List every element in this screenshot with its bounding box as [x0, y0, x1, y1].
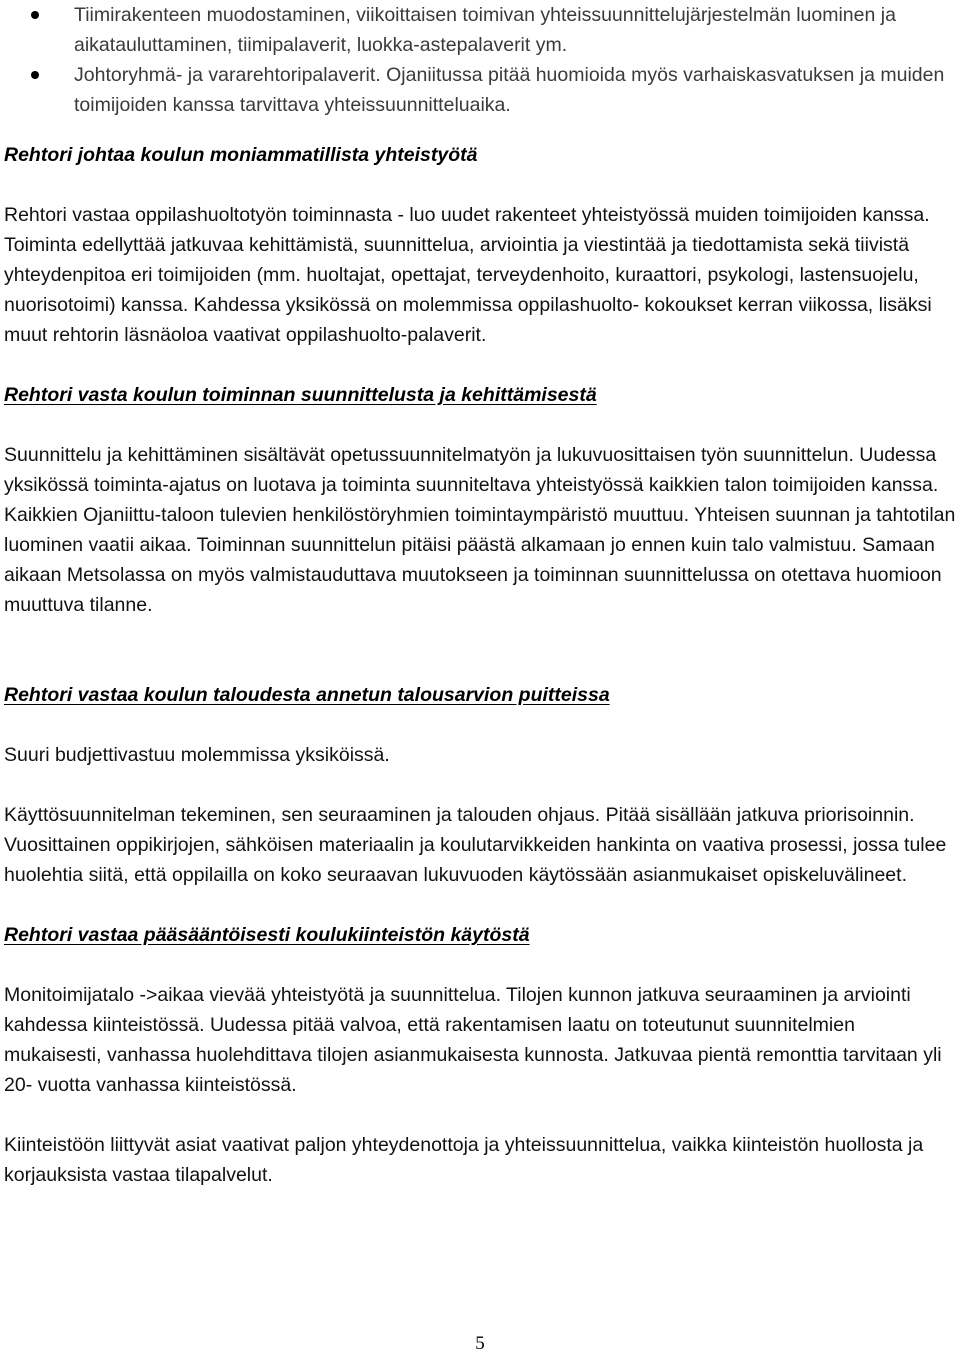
body-paragraph: Rehtori vastaa oppilashuoltotyön toiminnasta - luo uudet rakenteet yhteistyössä muiden toimijoiden kanssa. Toiminta edellyttää jatkuvaa kehittämistä, suunnittelua, arviointia ja viestintää ja tiedottamista sekä tiivistä yhteydenpitoa eri toimijoiden (mm. huoltajat, opettajat, terveydenhoito, kuraattori, psykologi, lastensuojelu, nuorisotoimi) kanssa. Kahdessa yksikössä on molemmissa oppilashuolto- kokoukset kerran viikossa, lisäksi muut rehtorin läsnäoloa vaativat oppilashuolto-palaverit.: [4, 204, 932, 346]
page-number: 5: [475, 1333, 485, 1354]
list-item: [4, 0, 956, 60]
bullet-icon: [31, 71, 39, 79]
bullet-list: [4, 0, 956, 120]
body-paragraph: Monitoimijatalo ->aikaa vievää yhteistyötä ja suunnittelua. Tilojen kunnon jatkuva seuraaminen ja arviointi kahdessa kiinteistössä. Uudessa pitää valvoa, että rakentamisen laatu on toteutunut suunnitelmien mukaisesti, vanhassa huolehdittava tilojen asianmukaisesta kunnosta. Jatkuvaa pientä remonttia tarvitaan yli 20- vuotta vanhassa kiinteistössä.: [4, 984, 942, 1096]
bullet-text: Johtoryhmä- ja vararehtoripalaverit. Ojaniitussa pitää huomioida myös varhaiskasvatuksen ja muiden toimijoiden kanssa tarvittava yhteissuunnitteluaika.: [74, 64, 945, 116]
section-heading: Rehtori vastaa koulun taloudesta annetun talousarvion puitteissa: [4, 684, 610, 706]
bullet-text: Tiimirakenteen muodostaminen, viikoittaisen toimivan yhteissuunnittelujärjestelmän luominen ja aikatauluttaminen, tiimipalaverit, luokka-astepalaverit ym.: [74, 4, 896, 56]
bullet-icon: [31, 11, 39, 19]
section-heading: Rehtori vastaa pääsääntöisesti koulukiinteistön käytöstä: [4, 924, 530, 946]
body-paragraph: Kiinteistöön liittyvät asiat vaativat paljon yhteydenottoja ja yhteissuunnittelua, vaikka kiinteistön huollosta ja korjauksista vastaa tilapalvelut.: [4, 1134, 924, 1186]
body-paragraph: Käyttösuunnitelman tekeminen, sen seuraaminen ja talouden ohjaus. Pitää sisällään jatkuva priorisoinnin. Vuosittainen oppikirjojen, sähköisen materiaalin ja koulutarvikkeiden hankinta on vaativa prosessi, jossa tulee huolehtia siitä, että oppilailla on koko seuraavan lukuvuoden käytössään asianmukaiset opiskeluvälineet.: [4, 804, 947, 886]
section-heading: Rehtori vasta koulun toiminnan suunnittelusta ja kehittämisestä: [4, 384, 597, 406]
body-paragraph: Suunnittelu ja kehittäminen sisältävät opetussuunnitelmatyön ja lukuvuosittaisen työn suunnittelun. Uudessa yksikössä toiminta-ajatus on luotava ja toiminta suunniteltava yhteistyössä kaikkien talon toimijoiden kanssa. Kaikkien Ojaniittu-taloon tulevien henkilöstöryhmien toimintaympäristö muuttuu. Yhteisen suunnan ja tahtotilan luominen vaatii aikaa. Toiminnan suunnittelun pitäisi päästä alkamaan jo ennen kuin talo valmistuu. Samaan aikaan Metsolassa on myös valmistauduttava muutokseen ja toiminnan suunnittelussa on otettava huomioon muuttuva tilanne.: [4, 444, 956, 616]
section-heading: Rehtori johtaa koulun moniammatillista yhteistyötä: [4, 144, 478, 166]
body-paragraph: Suuri budjettivastuu molemmissa yksiköissä.: [4, 744, 390, 766]
list-item: [4, 60, 956, 120]
document-page: [4, 0, 956, 1190]
